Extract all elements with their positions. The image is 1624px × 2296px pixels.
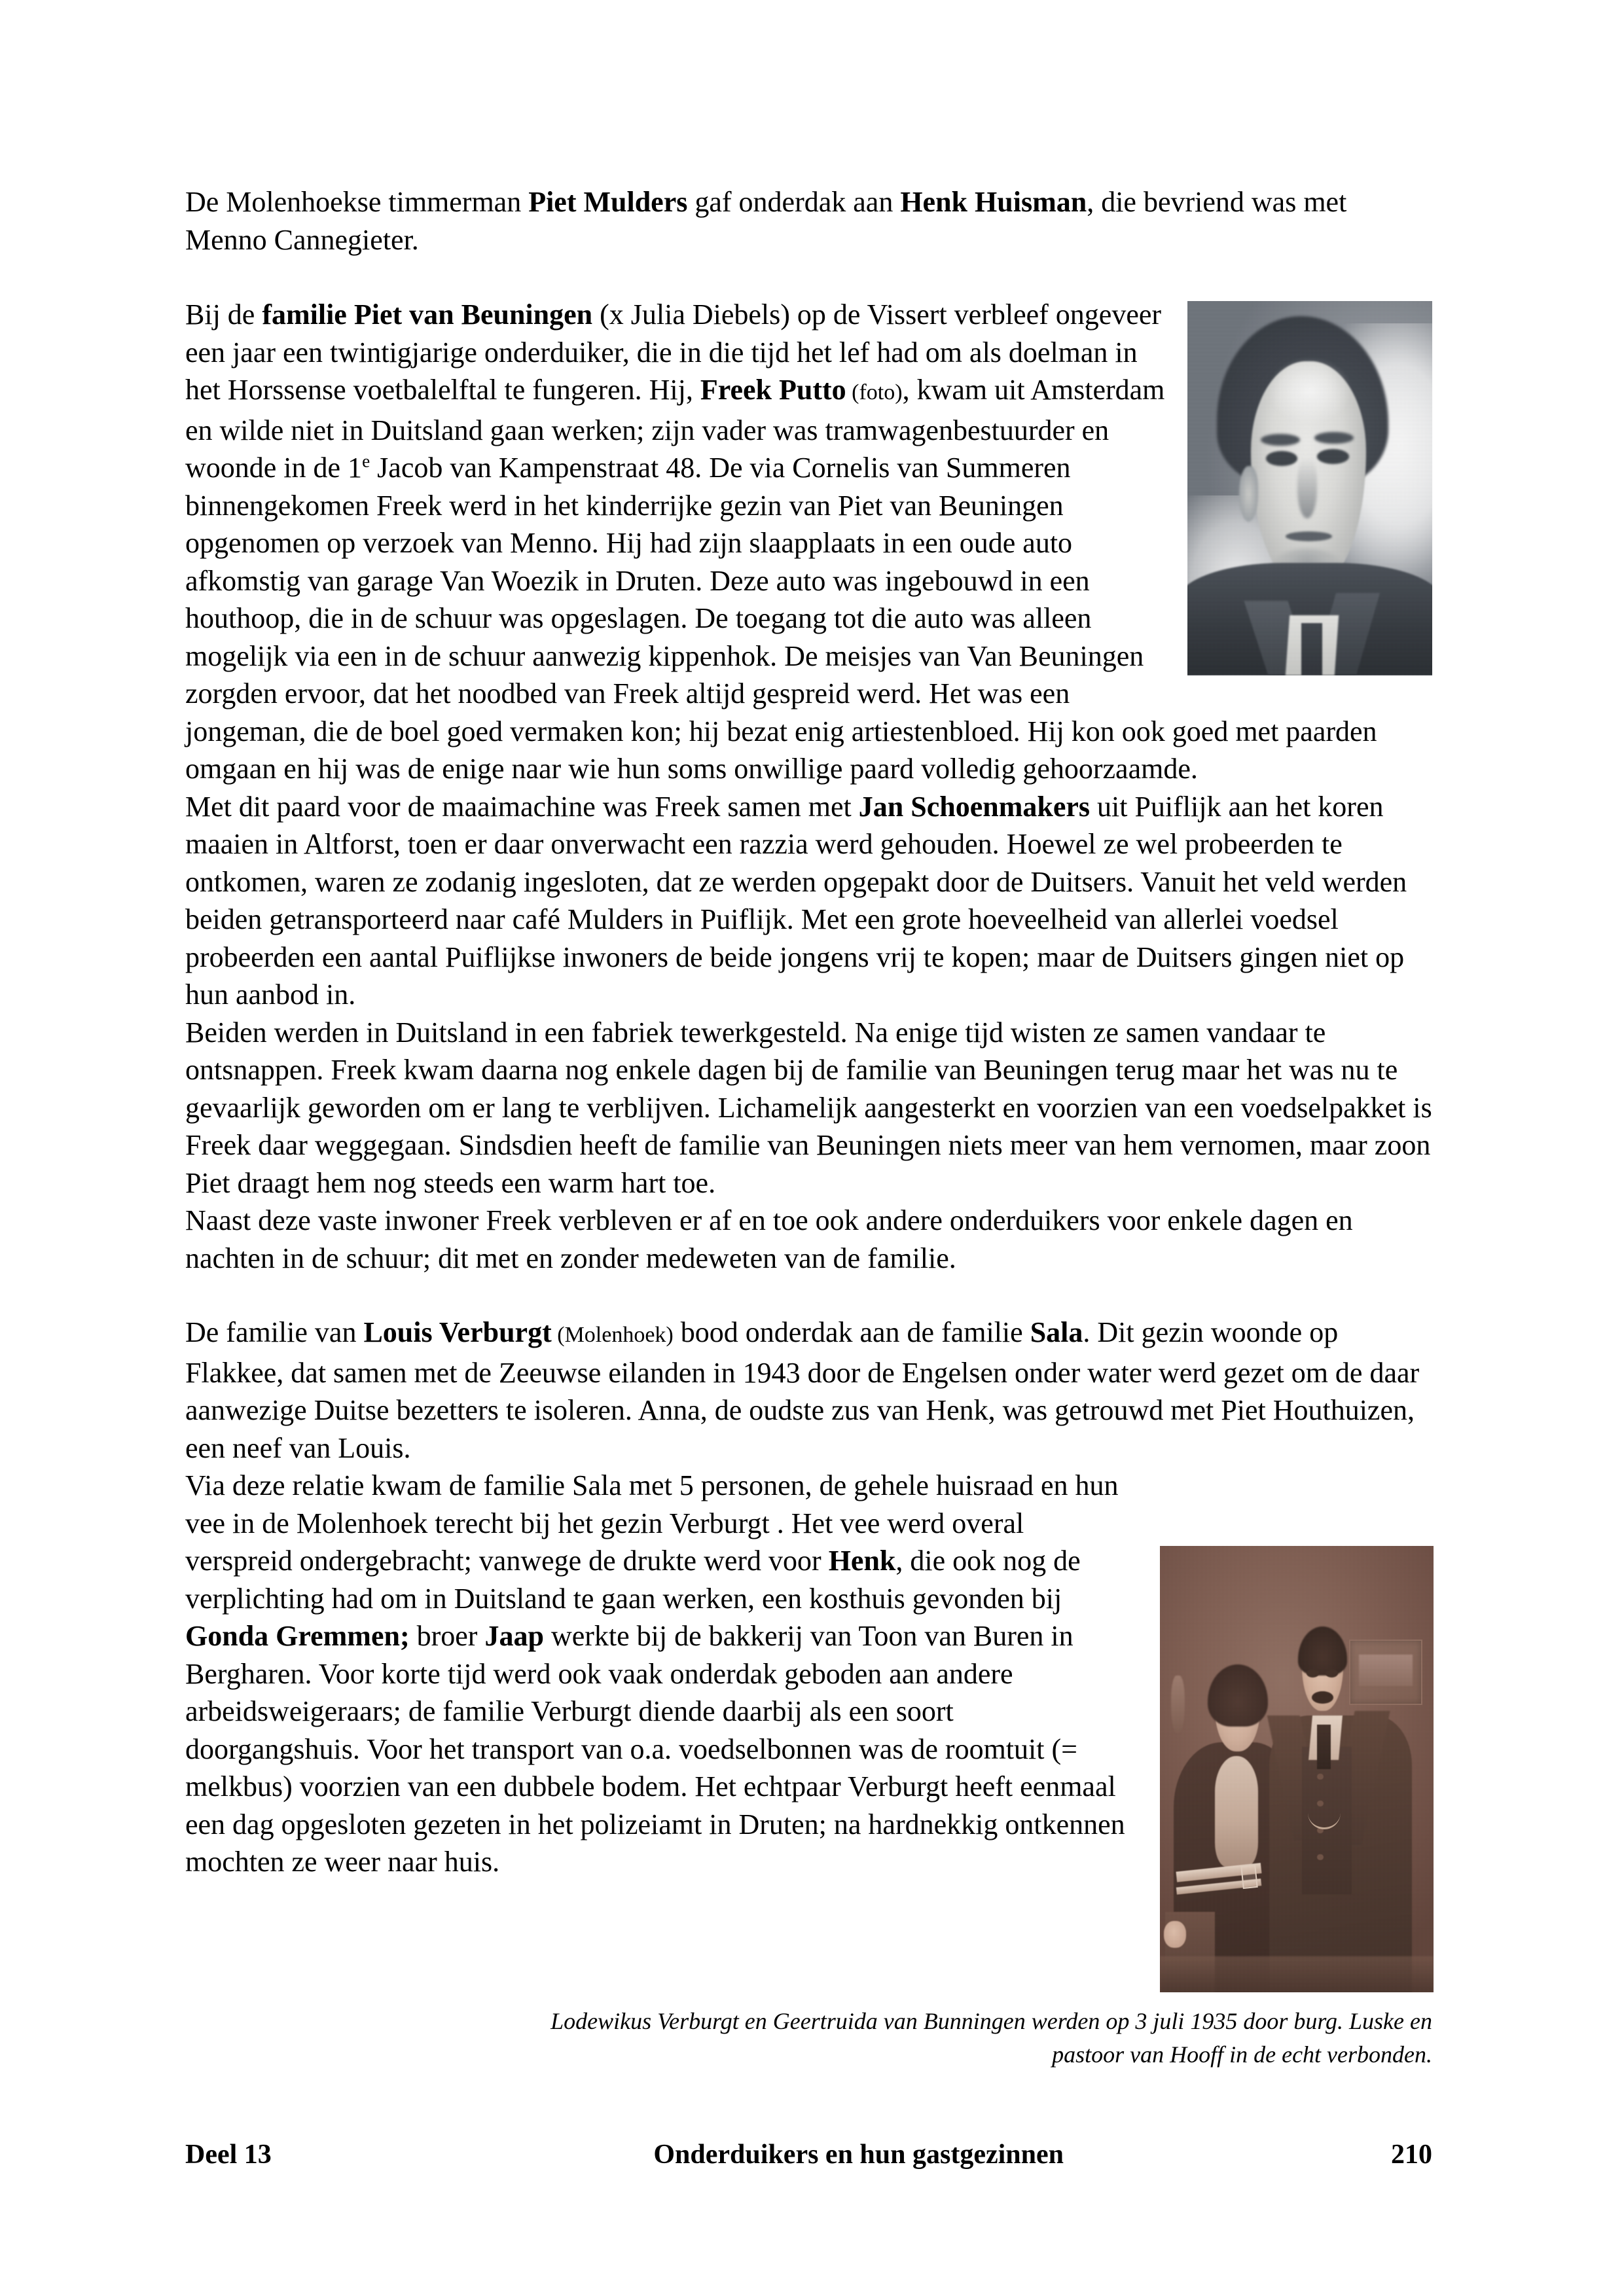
p2-seg4: Jacob van Kampenstraat 48. De via Cornelis van Summeren binnengekomen Freek werd in het kinderrijke gezin van Piet van Beuningen opgenomen op verzoek van Menno. Hij had zijn slaapplaats in een oude auto afkomstig van garage Van Woezik in Druten. Deze auto was ingebouwd in een houthoop, die in de schuur was opgeslagen. De toegang tot die auto was alleen mogelijk via een in de schuur aanwezig kippenhok. De meisjes van Van Beuningen zorgden ervoor, dat het noodbed van Freek altijd gespreid werd. Het was een jongeman, die de boel goed vermaken kon; hij bezat enig artiestenbloed. Hij kon ook goed met paarden omgaan en hij was de enige naar wie hun soms onwillige paard volledig gehoorzaamde. [185,452,1377,785]
p2-bold-familie-piet-van-beuningen: familie Piet van Beuningen [262,298,593,331]
p7-seg3: broer [409,1620,485,1652]
p7-bold-gonda-gremmen: Gonda Gremmen; [185,1620,410,1652]
portrait-forehead [1268,357,1351,425]
paragraph-spacer-2 [185,1277,1432,1314]
man-tie [1317,1725,1331,1769]
woman-belt-buckle [1241,1865,1258,1889]
p2-superscript-e: e [362,451,370,471]
portrait-eye-right [1317,449,1349,464]
man-moustache [1312,1691,1333,1704]
page-footer [185,2139,1432,2170]
verburgt-couple-photo [1160,1546,1434,1992]
paragraph-spacer [185,259,1432,296]
portrait-eye-left [1266,451,1298,466]
p2-bold-freek-putto: Freek Putto [700,374,846,406]
p7-bold-henk: Henk [828,1545,896,1577]
paragraph-razzia-altforst [185,788,1432,1014]
portrait-nose [1297,458,1317,518]
p6-bold-sala: Sala [1030,1316,1083,1348]
portrait-tie [1301,623,1322,675]
verburgt-couple-photo-wrapper [1160,1546,1434,1992]
p3-bold-jan-schoenmakers: Jan Schoenmakers [858,790,1091,823]
woman-blouse [1215,1756,1259,1868]
man-eye-right [1326,1669,1338,1677]
man-watch-chain [1308,1796,1341,1829]
footer-part-label: Deel 13 [185,2140,272,2170]
p6-bold-louis-verburgt: Louis Verburgt [363,1316,552,1348]
p5-text: Naast deze vaste inwoner Freek verbleven er af en toe ook andere onderduikers voor enkele dagen en nachten in de schuur; dit met en zonder medeweten van de familie. [185,1204,1353,1274]
p7-seg4: werkte bij de bakkerij van Toon van Buren in Bergharen. Voor korte tijd werd ook vaak onderdak geboden aan andere arbeidsweigeraars; de familie Verburgt diende daarbij als een soort doorgangshuis. Voor het transport van o.a. voedselbonnen was de roomtuit (= melkbus) voorzien van een dubbele bodem. Het echtpaar Verburgt heeft eenmaal een dag opgesloten gezeten in het polizeiamt in Druten; na hardnekkig ontkennen mochten ze weer naar huis. [185,1620,1125,1878]
p6-seg3: . Dit gezin woonde op Flakkee, dat samen met de Zeeuwse eilanden in 1943 door de Engelsen onder water werd gezet om de daar aanwezige Duitse bezetters te isoleren. Anna, de oudste zus van Henk, was getrouwd met Piet Houthuizen, een neef van Louis. [185,1316,1420,1464]
man-eye-left [1307,1669,1319,1677]
freek-putto-photo [1187,301,1432,675]
p2-seg1: Bij de [185,298,262,331]
p2-seg2: (x Julia Diebels) op de Vissert verbleef ongeveer een jaar een twintigjarige onderduiker, die in die tijd het lef had om als doelman in het Horssense voetbalelftal te fungeren. Hij, [185,298,1162,406]
figure-caption: Lodewikus Verburgt en Geertruida van Bunningen werden op 3 juli 1935 door burg. Luske en pastoor van Hooff in de echt verbonden. [550,2008,1432,2068]
p1-seg1: De Molenhoekse timmerman [185,186,529,218]
paragraph-louis-verburgt [185,1314,1432,1467]
paragraph-familie-sala [185,1467,1133,1881]
p7-bold-jaap: Jaap [484,1620,544,1652]
p1-bold-henk-huisman: Henk Huisman [900,186,1087,218]
p1-bold-piet-mulders: Piet Mulders [528,186,688,218]
paragraph-piet-mulders [185,183,1432,259]
p7-seg1: Via deze relatie kwam de familie Sala met 5 personen, de gehele huisraad en hun vee in de Molenhoek terecht bij het gezin Verburgt . Het vee werd overal verspreid ondergebracht; vanwege de drukte werd voor [185,1469,1119,1577]
p2-seg3: , kwam uit Amsterdam en wilde niet in Duitsland gaan werken; zijn vader was tramwagenbestuurder en woonde in de 1 [185,374,1165,484]
p7-seg2: , die ook nog de verplichting had om in Duitsland te gaan werken, een kosthuis gevonden bij [185,1545,1081,1615]
footer-chapter-title: Onderduikers en hun gastgezinnen [653,2140,1064,2170]
woman-hand [1164,1921,1185,1948]
portrait-mouth [1286,531,1332,541]
p2-foto-marker: (foto) [846,380,903,404]
paragraph-andere-onderduikers [185,1202,1432,1277]
p4-text: Beiden werden in Duitsland in een fabriek tewerkgesteld. Na enige tijd wisten ze samen vandaar te ontsnappen. Freek kwam daarna nog enkele dagen bij de familie van Beuningen terug maar het was nu te gevaarlijk geworden om er lang te verblijven. Lichamelijk aangesterkt en voorzien van een voedselpakket is Freek daar weggegaan. Sindsdien heeft de familie van Beuningen niets meer van hem vernomen, maar zoon Piet draagt hem nog steeds een warm hart toe. [185,1016,1432,1199]
p6-seg2: bood onderdak aan de familie [673,1316,1030,1348]
p3-seg2: uit Puiflijk aan het koren maaien in Altforst, toen er daar onverwacht een razzia werd gehouden. Hoewel ze wel probeerden te ontkomen, waren ze zodanig ingesloten, dat ze werden opgepakt door de Duitsers. Vanuit het veld werden beiden getransporteerd naar café Mulders in Puiflijk. Met een grote hoeveelheid van allerlei voedsel probeerden een aantal Puiflijkse inwoners de beide jongens vrij te kopen; maar de Duitsers gingen niet op hun aanbod in. [185,790,1407,1011]
man-waistcoat-button-4 [1317,1854,1323,1861]
p6-molenhoek-marker: (Molenhoek) [551,1323,674,1347]
footer-page-number: 210 [1391,2140,1432,2170]
wall-hook [1171,1676,1185,1734]
couple-photo-floor [1160,1956,1434,1992]
man-waistcoat-button-1 [1317,1774,1323,1780]
p1-seg2: gaf onderdak aan [687,186,901,218]
p3-seg1: Met dit paard voor de maaimachine was Freek samen met [185,790,859,823]
p1-seg3: , die bevriend was met Menno Cannegieter. [185,186,1347,256]
p6-seg1: De familie van [185,1316,364,1348]
paragraph-duitsland-fabriek [185,1014,1432,1202]
wall-picture-frame [1349,1640,1423,1704]
